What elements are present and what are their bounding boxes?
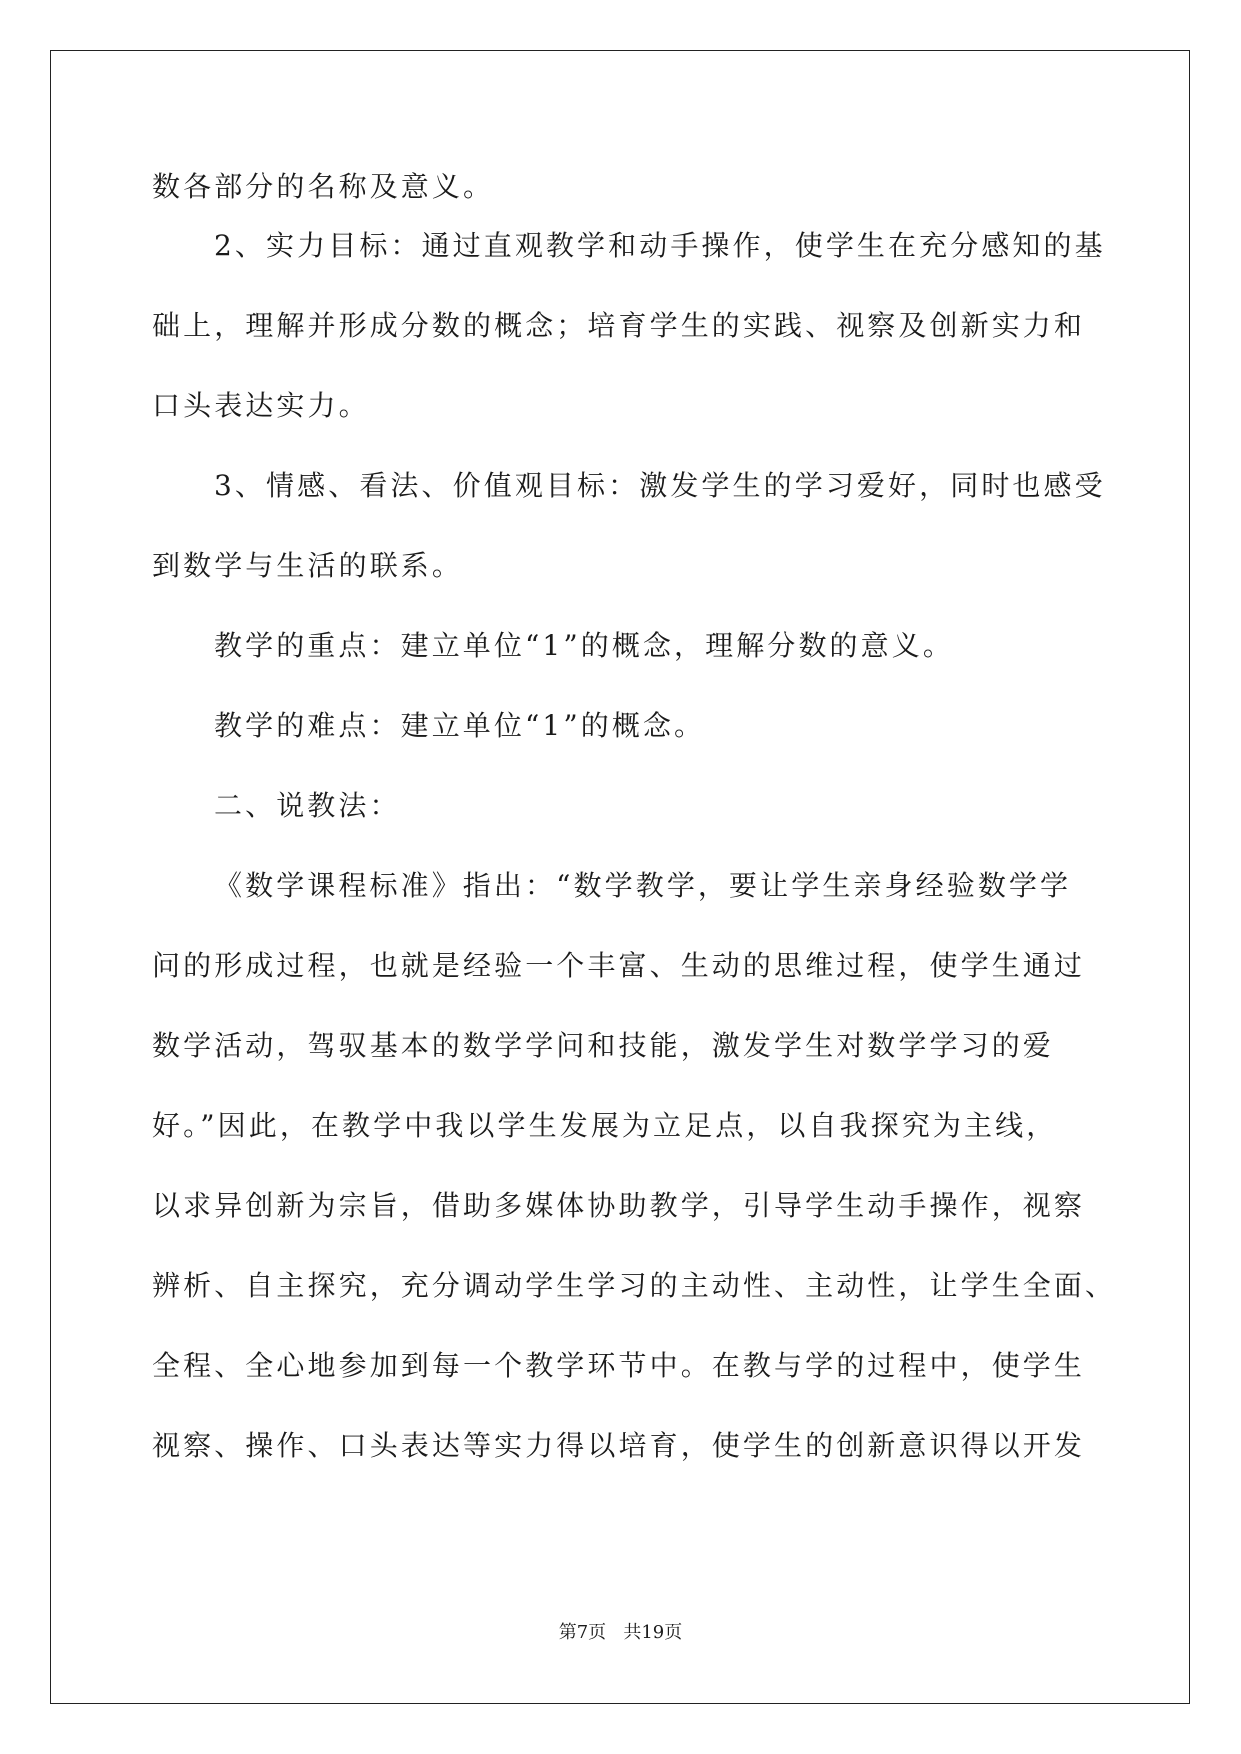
text-line: 《数学课程标准》指出：“数学教学，要让学生亲身经验数学学 [214,869,1072,902]
text-line: 教学的重点：建立单位“1”的概念，理解分数的意义。 [214,629,954,662]
text-line: 全程、全心地参加到每一个教学环节中。在教与学的过程中，使学生 [152,1349,1086,1382]
text-line: 到数学与生活的联系。 [152,549,464,582]
text-line: 数学活动，驾驭基本的数学学问和技能，激发学生对数学学习的爱 [152,1029,1054,1062]
text-line: 数各部分的名称及意义。 [152,170,495,203]
text-line: 教学的难点：建立单位“1”的概念。 [214,709,706,742]
text-line: 以求异创新为宗旨，借助多媒体协助教学，引导学生动手操作，视察 [152,1189,1086,1222]
section-heading: 二、说教法： [214,789,401,822]
text-line: 口头表达实力。 [152,389,370,422]
text-line: 2、实力目标：通过直观教学和动手操作，使学生在充分感知的基 [214,229,1106,262]
text-line: 3、情感、看法、价值观目标：激发学生的学习爱好，同时也感受 [214,469,1106,502]
text-line: 好。”因此，在教学中我以学生发展为立足点，以自我探究为主线， [152,1109,1058,1142]
page-number: 第7页 共19页 [558,1622,683,1643]
text-line: 辨析、自主探究，充分调动学生学习的主动性、主动性，让学生全面、 [152,1269,1117,1302]
text-line: 础上，理解并形成分数的概念；培育学生的实践、视察及创新实力和 [152,309,1086,342]
text-line: 问的形成过程，也就是经验一个丰富、生动的思维过程，使学生通过 [152,949,1086,982]
text-line: 视察、操作、口头表达等实力得以培育，使学生的创新意识得以开发 [152,1429,1086,1462]
